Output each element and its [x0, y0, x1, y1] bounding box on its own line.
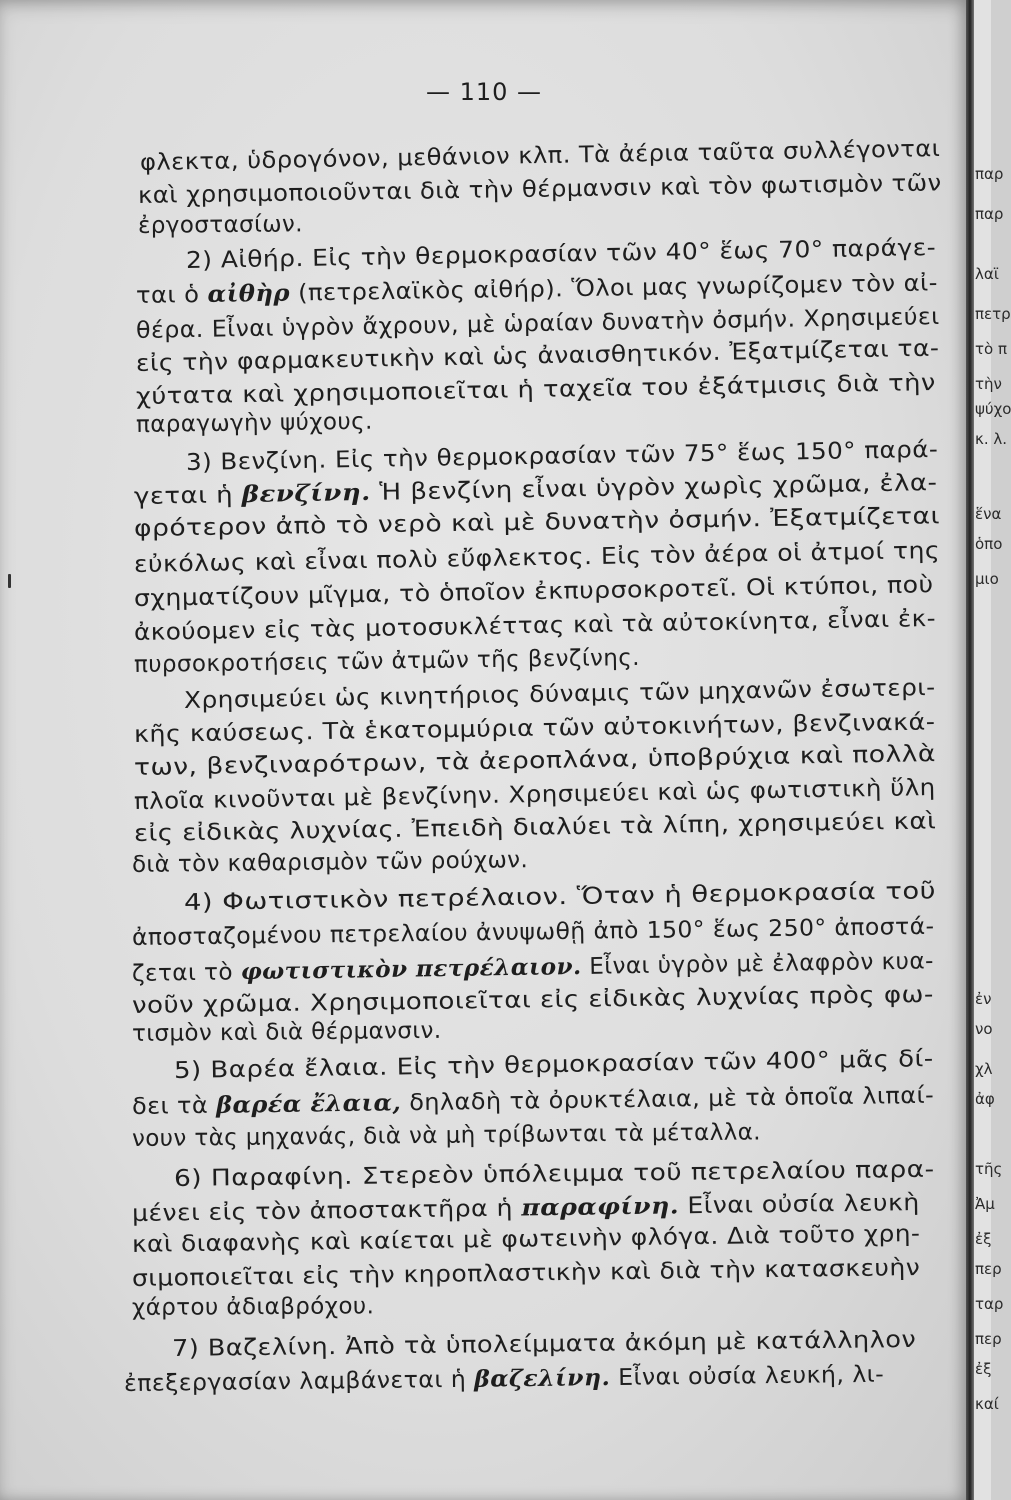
text-run: θέρα. Εἶναι ὑγρὸν ἄχρουν, μὲ ὡραίαν δυνατὴν ὀσμήν. Χρησιμεύει — [135, 303, 940, 344]
adjacent-page-fragment: παρ — [975, 165, 1004, 183]
text-line — [132, 1082, 934, 1120]
text-run: φλεκτα, ὑδρογόνον, μεθάνιον κλπ. Τὰ ἀέρια ταῦτα συλλέγονται — [139, 136, 941, 176]
text-run: δηλαδὴ τὰ ὀρυκτέλαια, μὲ τὰ ὁποῖα λιπαί- — [401, 1082, 935, 1117]
text-run: μένει εἰς τὸν ἀποστακτῆρα ἡ — [131, 1195, 522, 1227]
adjacent-page-fragment: περ — [975, 1260, 1002, 1278]
adjacent-page-fragment: ἐξ — [975, 1230, 992, 1248]
text-run: των, βενζιναρότρων, τὰ ἀεροπλάνα, ὑποβρύχια καὶ πολλὰ — [133, 741, 937, 781]
text-line — [132, 1255, 921, 1292]
emphasized-term: βενζίνη. — [241, 478, 371, 509]
text-line — [134, 572, 934, 612]
text-run: πλοῖα κινοῦνται μὲ βενζίνην. Χρησιμεύει καὶ ὡς φωτιστικὴ ὕλη — [133, 775, 936, 815]
adjacent-page-fragment: χλ — [975, 1060, 993, 1078]
text-run: νοῦν χρῶμα. Χρησιμοποιεῖται εἰς εἰδικὰς λυχνίας πρὸς φω- — [131, 981, 934, 1019]
text-run: ζεται τὸ — [131, 959, 241, 987]
text-run: σιμοποιεῖται εἰς τὴν κηροπλαστικὴν καὶ διὰ τὴν κατασκευὴν — [131, 1254, 921, 1292]
text-line — [132, 947, 934, 987]
adjacent-page-fragment: κ. λ. — [975, 430, 1008, 448]
text-run: φρότερον ἀπὸ τὸ νερὸ καὶ μὲ δυνατὴν ὀσμήν. Ἐξατμίζεται — [133, 503, 941, 542]
text-line — [140, 136, 941, 176]
text-line — [134, 606, 936, 646]
text-run: Εἶναι οὐσία λευκή, λι- — [610, 1361, 885, 1392]
text-run: ται ὁ — [135, 281, 208, 309]
text-line — [136, 370, 936, 410]
adjacent-page-fragment: πετρ — [975, 305, 1011, 323]
text-line — [132, 1119, 761, 1152]
text-line — [134, 775, 936, 815]
text-line — [134, 538, 941, 578]
emphasized-term: φωτιστικὸν πετρέλαιον. — [240, 952, 582, 986]
adjacent-page-fragment: ἐν — [975, 990, 992, 1008]
text-line — [132, 1018, 442, 1047]
text-line — [124, 1361, 884, 1397]
text-line — [132, 914, 935, 951]
text-run: Εἶναι ὑγρὸν μὲ ἐλαφρὸν κυα- — [581, 948, 935, 980]
text-run: τισμὸν καὶ διὰ θέρμανσιν. — [131, 1017, 442, 1047]
adjacent-page-fragment: ψύχο — [975, 400, 1011, 418]
text-run: καὶ διαφανὴς καὶ καίεται μὲ φωτεινὴν φλόγα. Διὰ τοῦτο χρη- — [131, 1220, 921, 1258]
adjacent-page-fragment: μιο — [975, 570, 999, 588]
book-spine — [966, 0, 974, 1500]
adjacent-page-fragment: ἕνα — [975, 505, 1002, 523]
emphasized-term: βαρέα ἔλαια, — [215, 1089, 402, 1119]
adjacent-page-fragment: ἐξ — [975, 1360, 992, 1378]
text-run: χάρτου ἀδιαβρόχου. — [131, 1293, 375, 1321]
text-run: πυρσοκροτήσεις τῶν ἀτμῶν τῆς βενζίνης. — [133, 644, 641, 678]
text-line — [138, 170, 942, 209]
text-run: 4) Φωτιστικὸν πετρέλαιον. Ὅταν ἡ θερμοκρασία τοῦ — [183, 878, 937, 916]
emphasized-term: βαζελίνη. — [473, 1364, 611, 1393]
text-line — [132, 1221, 921, 1258]
adjacent-page-fragment: Ἀμ — [975, 1195, 995, 1213]
text-line — [134, 741, 936, 781]
text-line — [136, 409, 373, 438]
text-line — [138, 211, 303, 239]
text-line — [174, 1157, 935, 1192]
text-run: ἀκούομεν εἰς τὰς μοτοσυκλέττας καὶ τὰ αὐτοκίνητα, εἶναι ἐκ- — [133, 606, 937, 646]
margin-mark — [8, 574, 11, 588]
text-run: σχηματίζουν μῖγμα, τὸ ὁποῖον ἐκπυρσοκροτεῖ. Οἱ κτύποι, ποὺ — [133, 572, 934, 612]
text-line — [134, 503, 940, 542]
emphasized-term: παραφίνη. — [521, 1192, 680, 1222]
text-line — [136, 269, 938, 309]
text-run: 7) Βαζελίνη. Ἀπὸ τὰ ὑπολείμματα ἀκόμη μὲ κατάλληλον — [171, 1326, 917, 1362]
text-run: εἰς τὴν φαρμακευτικὴν καὶ ὡς ἀναισθητικόν. Ἐξατμίζεται τα- — [135, 335, 940, 377]
text-run: 2) Αἰθήρ. Εἰς τὴν θερμοκρασίαν τῶν 40° ἕως 70° παράγε- — [185, 234, 937, 274]
text-run: 3) Βενζίνη. Εἰς τὴν θερμοκρασίαν τῶν 75° ἕως 150° παρά- — [185, 436, 939, 476]
text-run: Χρησιμεύει ὡς κινητήριος δύναμις τῶν μηχανῶν ἐσωτερι- — [183, 674, 936, 714]
text-run: καὶ χρησιμοποιοῦνται διὰ τὴν θέρμανσιν καὶ τὸν φωτισμὸν τῶν — [137, 170, 942, 209]
adjacent-page-edge — [974, 0, 1011, 1500]
text-run: ἐργοστασίων. — [137, 211, 304, 239]
text-line — [132, 847, 528, 878]
adjacent-page-fragment: τὴν — [975, 375, 1002, 393]
text-run: γεται ἡ — [133, 482, 243, 510]
text-line — [134, 808, 937, 847]
text-run: ἀποσταζομένου πετρελαίου ἀνυψωθῇ ἀπὸ 150° ἕως 250° ἀποστά- — [131, 913, 935, 951]
adjacent-page-fragment: λαϊ — [975, 265, 999, 283]
adjacent-page-fragment: ταρ — [975, 1295, 1004, 1313]
adjacent-page-fragment: ἀφ — [975, 1090, 995, 1108]
text-line — [184, 675, 936, 714]
text-run: εἰς εἰδικὰς λυχνίας. Ἐπειδὴ διαλύει τὰ λίπη, χρησιμεύει καὶ — [133, 808, 937, 847]
text-run: Εἶναι οὐσία λευκὴ — [678, 1190, 920, 1220]
adjacent-page-fragment: παρ — [975, 205, 1004, 223]
adjacent-page-fragment: νο — [975, 1020, 993, 1038]
text-line — [134, 645, 640, 678]
text-line — [172, 1327, 916, 1362]
text-line — [132, 1293, 374, 1321]
text-line — [186, 235, 937, 274]
text-run: διὰ τὸν καθαρισμὸν τῶν ρούχων. — [131, 847, 529, 878]
text-run: εὐκόλως καὶ εἶναι πολὺ εὔφλεκτος. Εἰς τὸν ἀέρα οἱ ἀτμοί της — [133, 537, 941, 578]
adjacent-page-fragment: καί — [975, 1395, 999, 1413]
text-line — [132, 1189, 920, 1227]
adjacent-page-fragment: τῆς — [975, 1160, 1003, 1178]
text-run: (πετρελαϊκὸς αἰθήρ). Ὅλοι μας γνωρίζομεν τὸν αἰ- — [289, 270, 939, 307]
text-run: νουν τὰς μηχανάς, διὰ νὰ μὴ τρίβωνται τὰ μέταλλα. — [131, 1119, 762, 1152]
text-line — [174, 1046, 934, 1084]
text-run: 6) Παραφίνη. Στερεὸν ὑπόλειμμα τοῦ πετρελαίου παρα- — [173, 1156, 935, 1192]
text-line — [134, 469, 938, 510]
adjacent-page-fragment: περ — [975, 1330, 1002, 1348]
text-run: ἐπεξεργασίαν λαμβάνεται ἡ — [123, 1366, 475, 1397]
text-run: χύτατα καὶ χρησιμοποιεῖται ἡ ταχεῖα του ἐξάτμισις διὰ τὴν — [135, 370, 937, 410]
text-run: 5) Βαρέα ἔλαια. Εἰς τὴν θερμοκρασίαν τῶν 400° μᾶς δί- — [173, 1046, 934, 1084]
emphasized-term: αἰθὴρ — [207, 279, 291, 308]
adjacent-page-fragment: τὸ π — [975, 340, 1008, 358]
text-run: κῆς καύσεως. Τὰ ἑκατομμύρια τῶν αὐτοκινήτων, βενζινακά- — [133, 709, 936, 748]
page-number: — 110 — — [425, 78, 543, 106]
text-line — [132, 982, 934, 1019]
text-run: παραγωγὴν ψύχους. — [135, 408, 373, 438]
text-run: δει τὰ — [131, 1092, 217, 1120]
text-line — [184, 878, 936, 916]
text-run: Ἡ βενζίνη εἶναι ὑγρὸν χωρὶς χρῶμα, ἐλα- — [370, 469, 938, 506]
adjacent-page-fragment: ὁπο — [975, 535, 1003, 553]
